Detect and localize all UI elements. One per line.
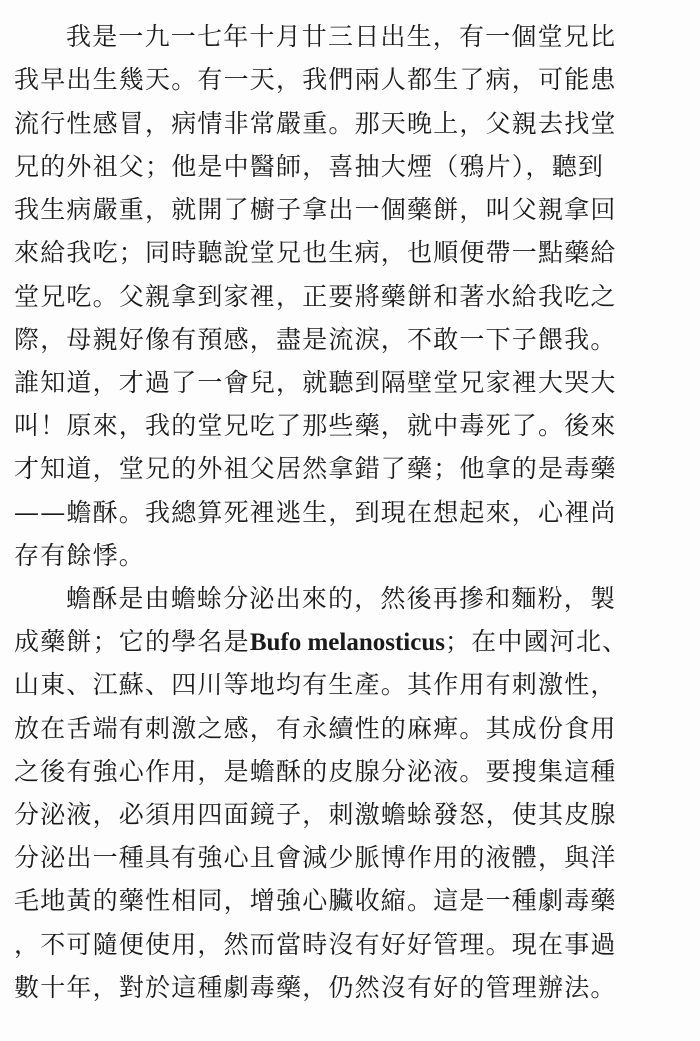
text-line: 分泌液，必須用四面鏡子，刺激蟾蜍發怒，使其皮腺 xyxy=(14,800,617,829)
text-line: 流行性感冒，病情非常嚴重。那天晚上，父親去找堂 xyxy=(14,109,617,138)
text-line: 放在舌端有刺激之感，有永續性的麻痺。其成份食用 xyxy=(14,714,617,743)
text-line: 堂兄吃。父親拿到家裡，正要將藥餅和著水給我吃之 xyxy=(14,282,617,311)
text-line: 毛地黃的藥性相同，增強心臟收縮。這是一種劇毒藥 xyxy=(14,886,617,915)
text-line: 山東、江蘇、四川等地均有生產。其作用有刺激性， xyxy=(14,670,617,699)
text-line: 才知道，堂兄的外祖父居然拿錯了藥；他拿的是毒藥 xyxy=(14,454,617,483)
text-line: 存有餘悸。 xyxy=(14,541,146,570)
text-line: 數十年，對於這種劇毒藥，仍然沒有好的管理辦法。 xyxy=(14,973,617,1002)
text-line: 兄的外祖父；他是中醫師，喜抽大煙（鴉片），聽到 xyxy=(14,152,605,181)
text-line: ，不可隨便使用，然而當時沒有好好管理。現在事過 xyxy=(14,930,617,959)
text-line: ——蟾酥。我總算死裡逃生，到現在想起來，心裡尚 xyxy=(14,498,617,527)
text-line xyxy=(14,625,694,659)
scientific-name: Bufo melanosticus xyxy=(249,629,445,656)
text-line: 我是一九一七年十月廿三日出生，有一個堂兄比 xyxy=(66,22,617,51)
text-line: 分泌出一種具有強心且會減少脈博作用的液體，與洋 xyxy=(14,843,617,872)
text-line: 蟾酥是由蟾蜍分泌出來的，然後再摻和麵粉，製 xyxy=(66,584,617,613)
text-run: 成藥餅；它的學名是 xyxy=(14,627,250,656)
text-line: 之後有強心作用，是蟾酥的皮腺分泌液。要搜集這種 xyxy=(14,757,617,786)
text-line: 我生病嚴重，就開了櫥子拿出一個藥餅，叫父親拿回 xyxy=(14,195,617,224)
text-line: 我早出生幾天。有一天，我們兩人都生了病，可能患 xyxy=(14,65,617,94)
text-line: 來給我吃；同時聽說堂兄也生病，也順便帶一點藥給 xyxy=(14,238,617,267)
text-run: ；在中國河北、 xyxy=(444,627,629,656)
text-line: 際，母親好像有預感，盡是流淚，不敢一下子餵我。 xyxy=(14,325,617,354)
text-line: 叫！原來，我的堂兄吃了那些藥，就中毒死了。後來 xyxy=(14,411,617,440)
text-line: 誰知道，才過了一會兒，就聽到隔壁堂兄家裡大哭大 xyxy=(14,368,617,397)
